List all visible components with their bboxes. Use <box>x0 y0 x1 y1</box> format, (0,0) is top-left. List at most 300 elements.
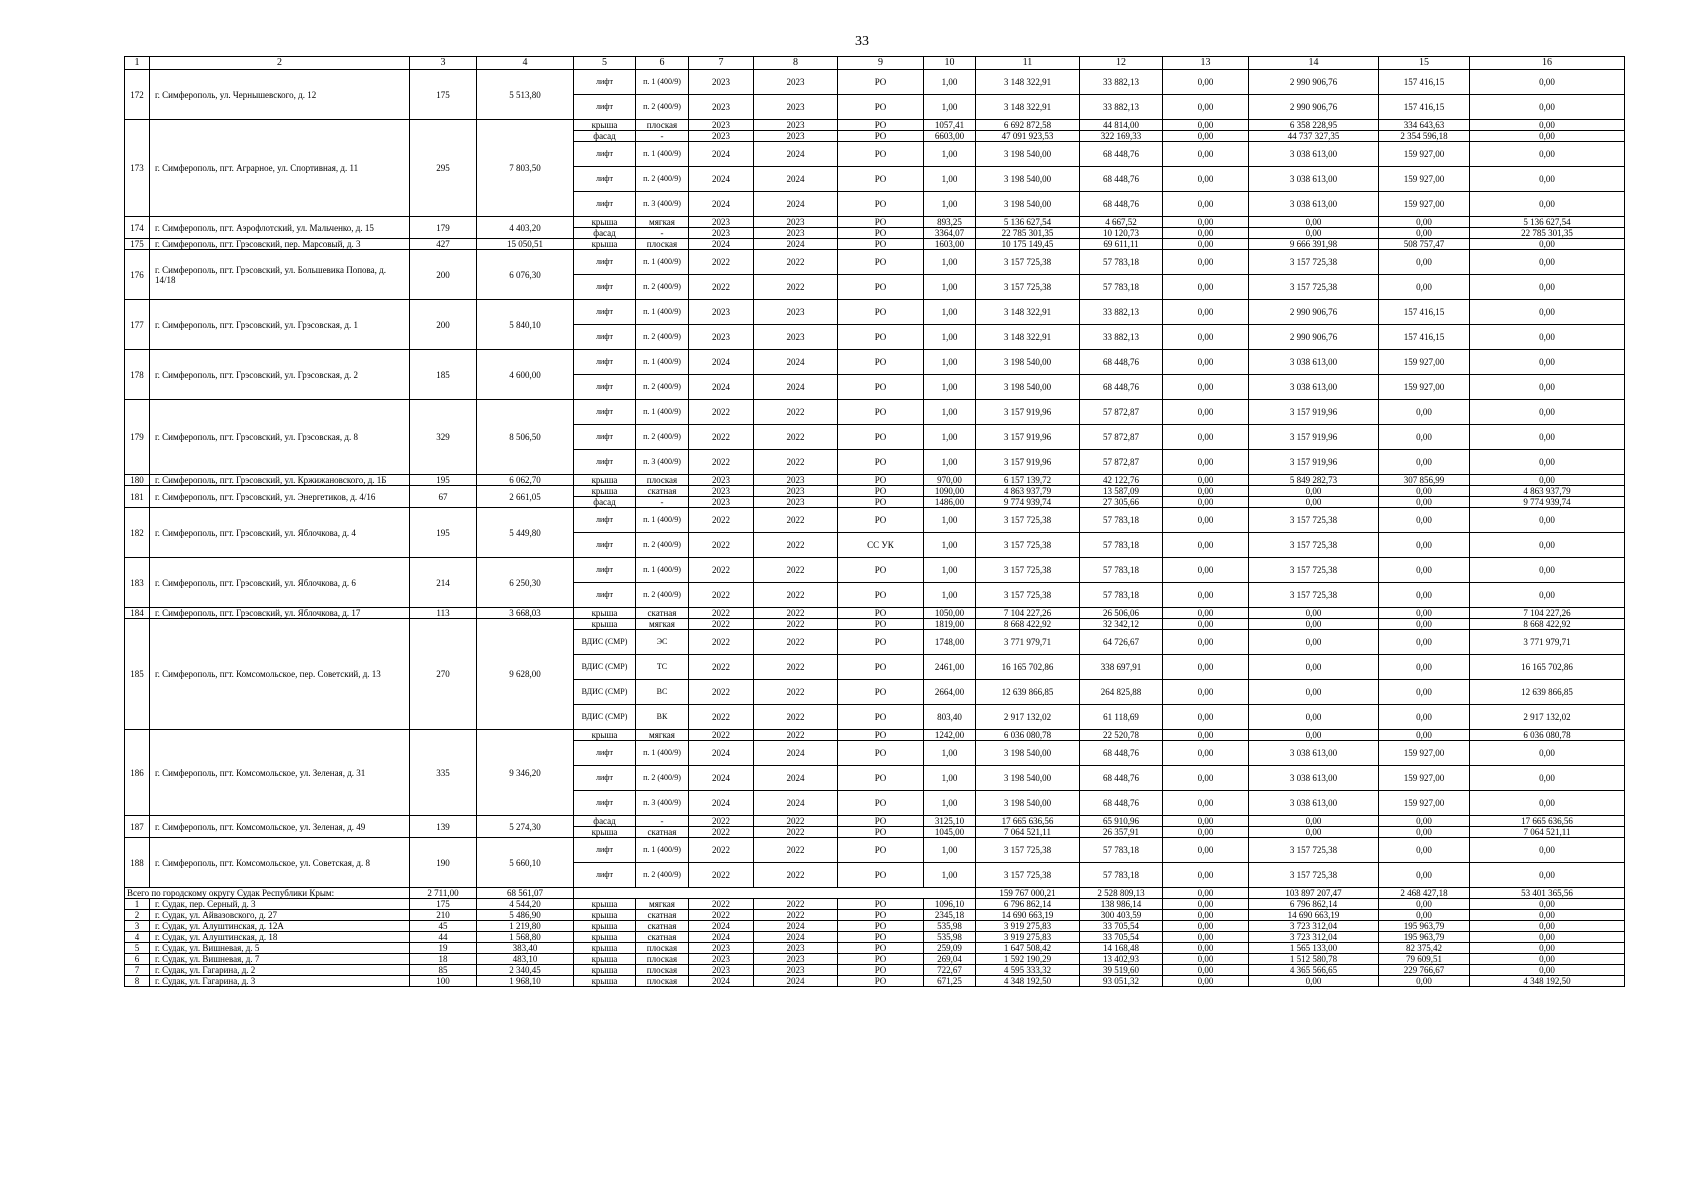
data-cell: 57 783,18 <box>1080 533 1163 558</box>
data-cell: 2024 <box>689 791 754 816</box>
data-cell: лифт <box>574 400 636 425</box>
data-cell: 3364,07 <box>924 228 976 239</box>
address-cell: г. Судак, ул. Вишневая, д. 7 <box>150 954 410 965</box>
data-cell: 0,00 <box>1163 275 1249 300</box>
data-cell: 0,00 <box>1163 766 1249 791</box>
data-cell: РО <box>838 965 924 976</box>
data-cell: 157 416,15 <box>1379 70 1470 95</box>
data-cell: 14 690 663,19 <box>1249 910 1379 921</box>
data-cell: РО <box>838 131 924 142</box>
data-cell: 0,00 <box>1379 583 1470 608</box>
data-cell: 483,10 <box>477 954 574 965</box>
data-cell: п. 1 (400/9) <box>636 508 689 533</box>
data-cell: 0,00 <box>1379 400 1470 425</box>
data-cell: РО <box>838 250 924 275</box>
data-cell: ВК <box>636 705 689 730</box>
data-cell: лифт <box>574 95 636 120</box>
data-cell: 0,00 <box>1470 943 1625 954</box>
data-cell: 3 157 725,38 <box>976 838 1080 863</box>
row-number: 185 <box>125 619 150 730</box>
data-cell: лифт <box>574 350 636 375</box>
data-cell: 0,00 <box>1470 838 1625 863</box>
row-number: 180 <box>125 475 150 486</box>
data-cell: 2022 <box>754 608 838 619</box>
data-cell: 0,00 <box>1470 250 1625 275</box>
data-cell: 0,00 <box>1470 192 1625 217</box>
residents-cell: 427 <box>410 239 477 250</box>
data-cell: 3 198 540,00 <box>976 791 1080 816</box>
data-cell: 3 723 312,04 <box>1249 932 1379 943</box>
data-cell: 3 148 322,91 <box>976 300 1080 325</box>
data-cell: 3 148 322,91 <box>976 70 1080 95</box>
table-row <box>125 558 1625 583</box>
data-cell: 2024 <box>689 167 754 192</box>
data-cell: 79 609,51 <box>1379 954 1470 965</box>
data-cell: 2 917 132,02 <box>976 705 1080 730</box>
data-cell: 2022 <box>754 450 838 475</box>
data-cell: крыша <box>574 120 636 131</box>
data-cell: п. 2 (400/9) <box>636 425 689 450</box>
data-cell: 2023 <box>689 120 754 131</box>
data-cell: 0,00 <box>1249 655 1379 680</box>
data-cell: 0,00 <box>1163 655 1249 680</box>
data-cell: п. 1 (400/9) <box>636 350 689 375</box>
data-cell: 2023 <box>689 954 754 965</box>
data-cell: 2022 <box>754 275 838 300</box>
data-cell: 3 157 919,96 <box>976 450 1080 475</box>
data-cell: лифт <box>574 375 636 400</box>
data-cell: 2022 <box>754 899 838 910</box>
data-cell: 0,00 <box>1379 827 1470 838</box>
data-cell: крыша <box>574 910 636 921</box>
data-cell: 2022 <box>689 827 754 838</box>
column-header: 1 <box>125 57 150 70</box>
total-row <box>125 888 1625 899</box>
data-cell: 2023 <box>754 217 838 228</box>
data-cell: 47 091 923,53 <box>976 131 1080 142</box>
data-cell: крыша <box>574 965 636 976</box>
data-cell: 0,00 <box>1379 508 1470 533</box>
row-number: 183 <box>125 558 150 608</box>
data-cell: 2023 <box>689 95 754 120</box>
data-cell: 2023 <box>689 70 754 95</box>
data-cell: 6 036 080,78 <box>976 730 1080 741</box>
data-cell: плоская <box>636 475 689 486</box>
data-cell: РО <box>838 167 924 192</box>
data-cell: 2 990 906,76 <box>1249 70 1379 95</box>
table-row <box>125 899 1625 910</box>
data-cell: 3 198 540,00 <box>976 142 1080 167</box>
data-cell: 2023 <box>754 497 838 508</box>
address-cell: г. Судак, ул. Айвазовского, д. 27 <box>150 910 410 921</box>
data-cell: 535,98 <box>924 921 976 932</box>
data-cell: 0,00 <box>1379 497 1470 508</box>
data-cell: 2024 <box>754 167 838 192</box>
data-cell: 671,25 <box>924 976 976 987</box>
data-cell: 159 927,00 <box>1379 791 1470 816</box>
data-cell: 0,00 <box>1470 965 1625 976</box>
data-cell: 0,00 <box>1249 217 1379 228</box>
address-cell: г. Симферополь, пгт. Комсомольское, пер. Советский, д. 13 <box>150 619 410 730</box>
data-cell: 3 157 725,38 <box>1249 838 1379 863</box>
data-cell: 2024 <box>754 921 838 932</box>
data-cell: 93 051,32 <box>1080 976 1163 987</box>
data-cell: 1,00 <box>924 838 976 863</box>
data-cell: 0,00 <box>1379 228 1470 239</box>
data-cell: 1 968,10 <box>477 976 574 987</box>
data-cell: 2022 <box>689 275 754 300</box>
data-cell: 3 157 919,96 <box>1249 400 1379 425</box>
data-cell: 8 <box>125 976 150 987</box>
data-cell: 1 512 580,78 <box>1249 954 1379 965</box>
data-cell: 22 520,78 <box>1080 730 1163 741</box>
data-cell: 3 038 613,00 <box>1249 375 1379 400</box>
data-cell: 0,00 <box>1249 976 1379 987</box>
data-cell: 0,00 <box>1379 910 1470 921</box>
data-cell: 0,00 <box>1163 533 1249 558</box>
column-header: 16 <box>1470 57 1625 70</box>
data-cell: 210 <box>410 910 477 921</box>
data-cell: 1,00 <box>924 400 976 425</box>
data-cell: 0,00 <box>1163 375 1249 400</box>
data-cell: 0,00 <box>1470 325 1625 350</box>
data-cell: 0,00 <box>1249 608 1379 619</box>
data-cell: п. 1 (400/9) <box>636 250 689 275</box>
address-cell: г. Симферополь, пгт. Грэсовский, ул. Грэсовская, д. 8 <box>150 400 410 475</box>
data-cell: 2022 <box>689 730 754 741</box>
residents-cell: 200 <box>410 300 477 350</box>
data-cell: 159 927,00 <box>1379 167 1470 192</box>
data-cell: 2022 <box>754 680 838 705</box>
data-cell: 68 448,76 <box>1080 142 1163 167</box>
data-cell: 0,00 <box>1470 70 1625 95</box>
data-cell: РО <box>838 400 924 425</box>
data-cell: 57 872,87 <box>1080 425 1163 450</box>
row-number: 173 <box>125 120 150 217</box>
address-cell: г. Судак, ул. Вишневая, д. 5 <box>150 943 410 954</box>
data-cell: 0,00 <box>1163 325 1249 350</box>
data-cell: РО <box>838 558 924 583</box>
data-cell: РО <box>838 976 924 987</box>
table-row <box>125 921 1625 932</box>
table-row <box>125 70 1625 95</box>
data-cell: 0,00 <box>1163 95 1249 120</box>
data-cell: 64 726,67 <box>1080 630 1163 655</box>
data-cell: 2022 <box>754 655 838 680</box>
data-cell: РО <box>838 863 924 888</box>
data-cell: 0,00 <box>1163 486 1249 497</box>
data-cell: 2022 <box>754 619 838 630</box>
data-cell: 3 723 312,04 <box>1249 921 1379 932</box>
data-cell: 0,00 <box>1163 583 1249 608</box>
data-cell: 3 157 725,38 <box>1249 508 1379 533</box>
data-cell: п. 2 (400/9) <box>636 375 689 400</box>
data-cell: 1,00 <box>924 300 976 325</box>
data-cell: 0,00 <box>1249 486 1379 497</box>
data-cell: п. 2 (400/9) <box>636 583 689 608</box>
data-cell: 16 165 702,86 <box>976 655 1080 680</box>
data-cell: 57 872,87 <box>1080 400 1163 425</box>
data-cell: 2022 <box>689 630 754 655</box>
data-cell: 383,40 <box>477 943 574 954</box>
data-cell: 0,00 <box>1163 791 1249 816</box>
data-cell: 2 990 906,76 <box>1249 300 1379 325</box>
data-cell: лифт <box>574 583 636 608</box>
data-cell: 0,00 <box>1470 533 1625 558</box>
data-cell: 0,00 <box>1379 425 1470 450</box>
data-cell: 33 705,54 <box>1080 921 1163 932</box>
column-header: 2 <box>150 57 410 70</box>
data-cell: 0,00 <box>1163 863 1249 888</box>
data-cell: РО <box>838 954 924 965</box>
data-cell: 0,00 <box>1163 838 1249 863</box>
table-row <box>125 619 1625 630</box>
address-cell: г. Симферополь, ул. Чернышевского, д. 12 <box>150 70 410 120</box>
data-cell: 68 448,76 <box>1080 375 1163 400</box>
data-cell: 0,00 <box>1163 608 1249 619</box>
data-cell: 3 038 613,00 <box>1249 350 1379 375</box>
data-cell: РО <box>838 705 924 730</box>
column-header: 4 <box>477 57 574 70</box>
data-cell: 16 165 702,86 <box>1470 655 1625 680</box>
data-cell: 3 038 613,00 <box>1249 142 1379 167</box>
data-cell: 2022 <box>689 533 754 558</box>
data-cell: 4 595 333,32 <box>976 965 1080 976</box>
data-cell: 0,00 <box>1249 619 1379 630</box>
data-cell: 0,00 <box>1163 730 1249 741</box>
data-cell: 9 774 939,74 <box>976 497 1080 508</box>
data-cell: 13 587,09 <box>1080 486 1163 497</box>
data-cell: 269,04 <box>924 954 976 965</box>
data-cell: 0,00 <box>1379 816 1470 827</box>
row-number: 172 <box>125 70 150 120</box>
data-cell: 0,00 <box>1379 630 1470 655</box>
data-cell: лифт <box>574 838 636 863</box>
data-cell: 2022 <box>754 508 838 533</box>
data-cell: 2024 <box>754 239 838 250</box>
data-cell: плоская <box>636 943 689 954</box>
data-cell: 2023 <box>689 965 754 976</box>
data-cell: 3 038 613,00 <box>1249 741 1379 766</box>
data-cell: 338 697,91 <box>1080 655 1163 680</box>
table-row <box>125 976 1625 987</box>
residents-cell: 185 <box>410 350 477 400</box>
residents-cell: 175 <box>410 70 477 120</box>
data-cell: 2022 <box>754 425 838 450</box>
data-cell: 2023 <box>754 475 838 486</box>
residents-cell: 295 <box>410 120 477 217</box>
data-cell: фасад <box>574 131 636 142</box>
data-cell: ТС <box>636 655 689 680</box>
data-cell: 1,00 <box>924 425 976 450</box>
data-cell: 2022 <box>754 250 838 275</box>
row-number: 184 <box>125 608 150 619</box>
data-cell: 44 814,00 <box>1080 120 1163 131</box>
data-cell: 3 198 540,00 <box>976 375 1080 400</box>
data-cell: п. 3 (400/9) <box>636 791 689 816</box>
data-cell: 0,00 <box>1163 816 1249 827</box>
data-cell: 2023 <box>754 70 838 95</box>
table-row <box>125 838 1625 863</box>
row-number: 186 <box>125 730 150 816</box>
residents-cell: 335 <box>410 730 477 816</box>
data-cell: 100 <box>410 976 477 987</box>
table-row <box>125 816 1625 827</box>
data-cell: 19 <box>410 943 477 954</box>
data-cell: 3 157 725,38 <box>1249 275 1379 300</box>
data-cell: 68 448,76 <box>1080 192 1163 217</box>
data-cell: 1,00 <box>924 741 976 766</box>
data-cell: 17 665 636,56 <box>1470 816 1625 827</box>
address-cell: г. Судак, пер. Серный, д. 3 <box>150 899 410 910</box>
data-cell: 2024 <box>689 766 754 791</box>
data-cell: 33 705,54 <box>1080 932 1163 943</box>
data-cell: 803,40 <box>924 705 976 730</box>
data-cell: 65 910,96 <box>1080 816 1163 827</box>
data-cell: 9 774 939,74 <box>1470 497 1625 508</box>
row-number: 182 <box>125 508 150 558</box>
data-cell: 68 448,76 <box>1080 741 1163 766</box>
data-cell: 2024 <box>754 976 838 987</box>
data-cell: 2023 <box>754 943 838 954</box>
data-cell: 0,00 <box>1470 350 1625 375</box>
data-cell: лифт <box>574 275 636 300</box>
data-cell: РО <box>838 630 924 655</box>
data-cell: 3 148 322,91 <box>976 95 1080 120</box>
data-cell: лифт <box>574 791 636 816</box>
data-cell: 2024 <box>689 932 754 943</box>
data-cell: 4 667,52 <box>1080 217 1163 228</box>
residents-cell: 113 <box>410 608 477 619</box>
row-number: 176 <box>125 250 150 300</box>
data-cell: 32 342,12 <box>1080 619 1163 630</box>
data-cell: 0,00 <box>1470 95 1625 120</box>
data-cell: 0,00 <box>1163 217 1249 228</box>
data-cell: 1045,00 <box>924 827 976 838</box>
data-cell: 0,00 <box>1470 300 1625 325</box>
data-cell: 0,00 <box>1163 228 1249 239</box>
data-cell: 3 157 919,96 <box>1249 450 1379 475</box>
data-cell: 27 305,66 <box>1080 497 1163 508</box>
data-cell: 2024 <box>689 741 754 766</box>
data-cell: 2022 <box>754 910 838 921</box>
data-cell: 2024 <box>689 239 754 250</box>
data-cell: крыша <box>574 608 636 619</box>
data-cell: 893,25 <box>924 217 976 228</box>
area-cell: 6 250,30 <box>477 558 574 608</box>
data-cell: 138 986,14 <box>1080 899 1163 910</box>
data-cell: 2022 <box>689 508 754 533</box>
data-cell: 970,00 <box>924 475 976 486</box>
data-cell: лифт <box>574 192 636 217</box>
data-cell: 0,00 <box>1470 142 1625 167</box>
total-area: 68 561,07 <box>477 888 574 899</box>
row-number: 175 <box>125 239 150 250</box>
data-cell: 0,00 <box>1249 630 1379 655</box>
area-cell: 2 661,05 <box>477 486 574 508</box>
data-cell: мягкая <box>636 217 689 228</box>
data-cell: 0,00 <box>1379 863 1470 888</box>
row-number: 187 <box>125 816 150 838</box>
area-cell: 6 062,70 <box>477 475 574 486</box>
area-cell: 6 076,30 <box>477 250 574 300</box>
data-cell: РО <box>838 275 924 300</box>
data-cell: ВДИС (СМР) <box>574 705 636 730</box>
data-cell: 2022 <box>689 400 754 425</box>
data-cell: 159 927,00 <box>1379 375 1470 400</box>
data-cell: п. 1 (400/9) <box>636 142 689 167</box>
column-header: 10 <box>924 57 976 70</box>
data-cell: 1 568,80 <box>477 932 574 943</box>
data-cell: 1,00 <box>924 350 976 375</box>
data-cell: 2023 <box>754 95 838 120</box>
data-cell: 2 990 906,76 <box>1249 325 1379 350</box>
data-cell: 0,00 <box>1163 350 1249 375</box>
data-cell: 4 544,20 <box>477 899 574 910</box>
data-cell: 1050,00 <box>924 608 976 619</box>
data-cell: 0,00 <box>1379 619 1470 630</box>
data-cell: 1748,00 <box>924 630 976 655</box>
data-cell: 0,00 <box>1163 475 1249 486</box>
data-cell: 1242,00 <box>924 730 976 741</box>
column-header: 13 <box>1163 57 1249 70</box>
data-cell: 2022 <box>689 583 754 608</box>
data-cell: РО <box>838 910 924 921</box>
area-cell: 3 668,03 <box>477 608 574 619</box>
data-cell: 0,00 <box>1163 619 1249 630</box>
data-cell: 0,00 <box>1379 533 1470 558</box>
data-cell: крыша <box>574 486 636 497</box>
data-cell: 0,00 <box>1470 120 1625 131</box>
row-number: 188 <box>125 838 150 888</box>
data-cell: 0,00 <box>1163 705 1249 730</box>
data-cell: 57 783,18 <box>1080 250 1163 275</box>
data-cell: 2023 <box>689 131 754 142</box>
data-cell: 2024 <box>689 350 754 375</box>
data-cell: п. 2 (400/9) <box>636 533 689 558</box>
residents-cell: 195 <box>410 508 477 558</box>
data-cell: 0,00 <box>1163 450 1249 475</box>
data-cell: РО <box>838 228 924 239</box>
area-cell: 4 600,00 <box>477 350 574 400</box>
column-header: 7 <box>689 57 754 70</box>
data-cell: РО <box>838 932 924 943</box>
data-cell: 2022 <box>754 558 838 583</box>
data-cell: 0,00 <box>1163 70 1249 95</box>
data-cell: ВДИС (СМР) <box>574 680 636 705</box>
total-value: 2 528 809,13 <box>1080 888 1163 899</box>
data-cell: 2 917 132,02 <box>1470 705 1625 730</box>
data-cell: 68 448,76 <box>1080 167 1163 192</box>
data-cell: 5 <box>125 943 150 954</box>
data-cell: 1,00 <box>924 791 976 816</box>
data-cell: 3 157 919,96 <box>976 400 1080 425</box>
data-cell: 3 771 979,71 <box>1470 630 1625 655</box>
data-cell: 0,00 <box>1379 655 1470 680</box>
data-cell: фасад <box>574 228 636 239</box>
data-cell: п. 2 (400/9) <box>636 275 689 300</box>
data-cell: 0,00 <box>1163 120 1249 131</box>
data-cell: 2022 <box>754 705 838 730</box>
data-cell: крыша <box>574 217 636 228</box>
data-cell: 1,00 <box>924 142 976 167</box>
data-cell: крыша <box>574 619 636 630</box>
data-cell: п. 1 (400/9) <box>636 70 689 95</box>
total-value: 53 401 365,56 <box>1470 888 1625 899</box>
residents-cell: 190 <box>410 838 477 888</box>
area-cell: 5 660,10 <box>477 838 574 888</box>
data-cell: 1,00 <box>924 250 976 275</box>
